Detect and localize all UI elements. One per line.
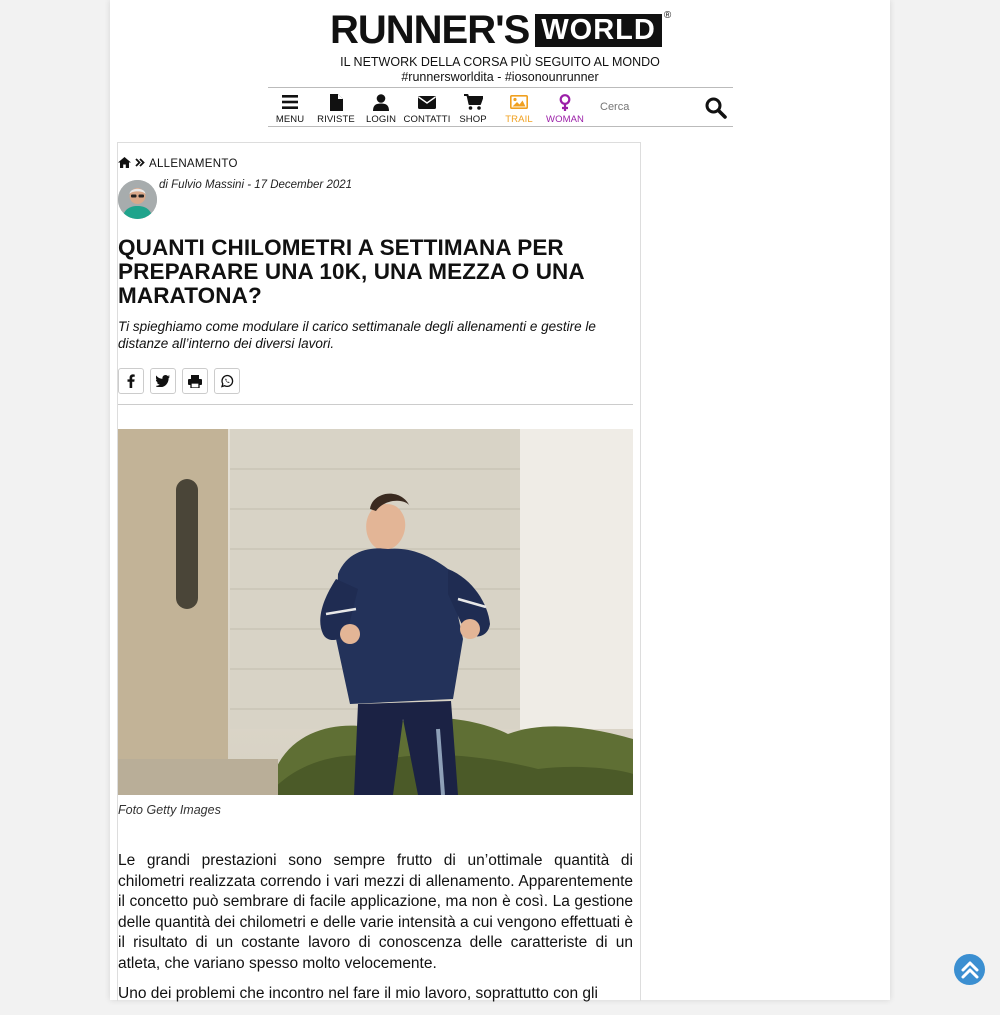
article-paragraph: Uno dei problemi che incontro nel fare il mio lavoro, soprattutto con gli — [118, 985, 598, 1002]
article-hero-image — [118, 429, 633, 795]
site-hashtags: #runnersworldita - #iosonounrunner — [401, 70, 599, 84]
site-tagline: IL NETWORK DELLA CORSA PIÙ SEGUITO AL MONDO — [340, 55, 660, 69]
facebook-icon[interactable] — [118, 368, 144, 394]
envelope-icon — [418, 92, 436, 112]
twitter-icon[interactable] — [150, 368, 176, 394]
article-byline: di Fulvio Massini - 17 December 2021 — [159, 179, 353, 191]
document-icon — [330, 92, 343, 112]
article-body — [118, 851, 633, 1015]
search-box — [594, 88, 733, 126]
print-icon[interactable] — [182, 368, 208, 394]
search-input[interactable] — [598, 94, 692, 120]
breadcrumb — [118, 157, 238, 171]
cart-icon — [464, 92, 483, 112]
nav-item-shop[interactable] — [452, 88, 494, 126]
nav-label-riviste: RIVISTE — [317, 114, 355, 125]
nav-item-contatti[interactable] — [402, 88, 452, 126]
article-subtitle: Ti spieghiamo come modulare il carico settimanale degli allenamenti e gestire le distanze all’interno dei diversi lavori. — [118, 319, 596, 351]
nav-item-riviste[interactable] — [312, 88, 360, 126]
nav-item-login[interactable] — [360, 88, 402, 126]
main-navbar — [268, 87, 733, 127]
article-divider — [118, 404, 633, 405]
nav-item-woman[interactable] — [544, 88, 586, 126]
nav-label-contatti: CONTATTI — [403, 114, 451, 125]
breadcrumb-category[interactable]: ALLENAMENTO — [149, 158, 238, 170]
nav-label-login: LOGIN — [365, 114, 397, 125]
logo-world-text: WORLD — [535, 14, 662, 47]
nav-label-woman: WOMAN — [546, 114, 584, 125]
double-chevron-right-icon — [135, 158, 145, 170]
nav-label-menu: MENU — [275, 114, 305, 125]
share-buttons — [118, 368, 240, 394]
page-container — [110, 0, 890, 1000]
hamburger-icon — [282, 92, 298, 112]
registered-mark: ® — [663, 10, 672, 21]
article-card — [117, 142, 641, 1001]
article-title: QUANTI CHILOMETRI A SETTIMANA PER PREPARARE UNA 10K, UNA MEZZA O UNA MARATONA? — [118, 235, 584, 308]
nav-item-trail[interactable] — [494, 88, 544, 126]
nav-label-shop: SHOP — [459, 114, 487, 125]
user-icon — [373, 92, 389, 112]
female-icon — [559, 92, 571, 112]
image-caption: Foto Getty Images — [118, 803, 221, 817]
author-avatar[interactable] — [118, 180, 157, 219]
image-icon — [510, 92, 528, 112]
logo-runners-text: RUNNER'S — [330, 8, 530, 52]
whatsapp-icon[interactable] — [214, 368, 240, 394]
nav-item-menu[interactable] — [268, 88, 312, 126]
nav-label-trail: TRAIL — [505, 114, 533, 125]
home-icon[interactable] — [118, 157, 131, 171]
scroll-to-top-button[interactable] — [954, 954, 985, 985]
double-chevron-up-icon — [960, 960, 980, 980]
article-paragraph: Le grandi prestazioni sono sempre frutto di un’ottimale quantità di chilometri realizzata correndo i vari mezzi di allenamento. Apparentemente il concetto può sembrare di facile applicazione, ma non è così. La gestione delle quantità dei chilometri e delle varie intensità a cui vengono effettuati è il risultato di un costante lavoro di conoscenza delle caratteriste di un atleta, che variano spesso molto velocemente. — [118, 852, 633, 972]
search-icon[interactable] — [705, 97, 727, 119]
site-logo[interactable] — [330, 10, 675, 50]
